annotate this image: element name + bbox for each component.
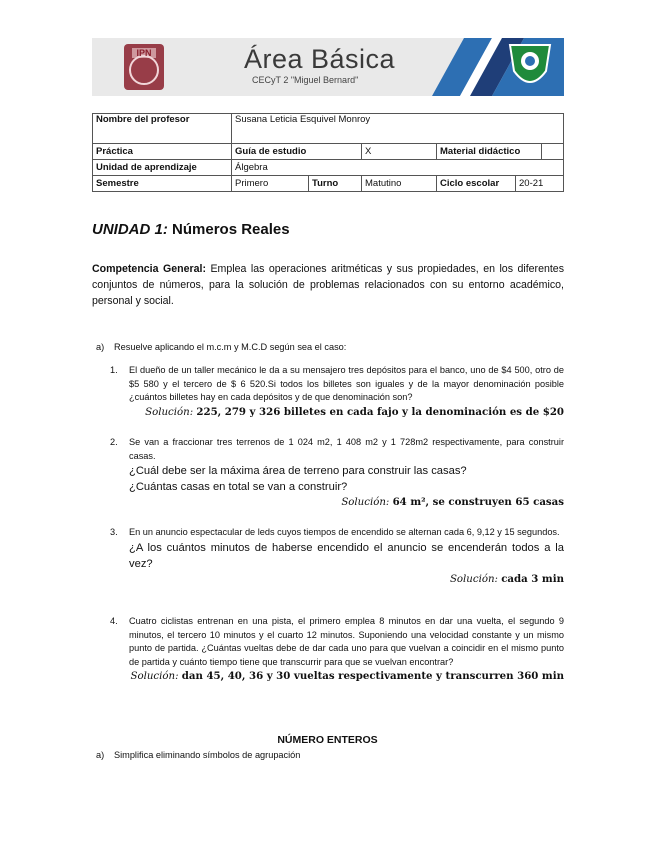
shift-label: Turno bbox=[309, 176, 362, 192]
section-a-text: Resuelve aplicando el m.c.m y M.C.D según sea el caso: bbox=[114, 342, 347, 352]
problem-2-question-1: ¿Cuál debe ser la máxima área de terreno para construir las casas? bbox=[129, 465, 467, 477]
problem-1-number: 1. bbox=[110, 365, 118, 375]
cycle-value: 20-21 bbox=[516, 176, 564, 192]
problem-3 bbox=[110, 526, 564, 586]
problem-3-question-1: ¿A los cuántos minutos de haberse encendido el anuncio se encenderán todos a la vez? bbox=[129, 541, 564, 570]
problem-2-question-2: ¿Cuántas casas en total se van a construir? bbox=[129, 481, 348, 493]
problem-1-solution-text: 225, 279 y 326 billetes en cada fajo y la denominación es de $20 bbox=[196, 405, 564, 418]
problem-2-number: 2. bbox=[110, 437, 118, 447]
banner-subtitle: CECyT 2 "Miguel Bernard" bbox=[252, 75, 359, 85]
competence-paragraph bbox=[92, 261, 564, 309]
shift-value: Matutino bbox=[362, 176, 437, 192]
semester-value: Primero bbox=[232, 176, 309, 192]
problem-2-solution-label: Solución: bbox=[341, 497, 390, 508]
unit-heading bbox=[92, 221, 290, 238]
study-guide-mark: X bbox=[362, 144, 437, 160]
semester-label: Semestre bbox=[93, 176, 232, 192]
problem-3-solution bbox=[129, 573, 564, 587]
teacher-label: Nombre del profesor bbox=[93, 114, 232, 144]
problem-3-number: 3. bbox=[110, 527, 118, 537]
section-2-text: Simplifica eliminando símbolos de agrupación bbox=[114, 750, 301, 760]
problem-1-text: El dueño de un taller mecánico le da a su mensajero tres depósitos para el banco, uno de $4 500, otro de $5 580 y el tercero de $ 6 520.Si todos los billetes son iguales y de la mayor denominación posible ¿cuántos billetes hay en cada depósitos y de que denominación son? bbox=[129, 365, 564, 402]
study-guide-label: Guía de estudio bbox=[232, 144, 362, 160]
problem-4-solution-label: Solución: bbox=[130, 671, 179, 682]
section-2-label: a) bbox=[96, 750, 105, 760]
cycle-label: Ciclo escolar bbox=[437, 176, 516, 192]
material-mark bbox=[541, 144, 563, 160]
problem-1-solution bbox=[129, 406, 564, 420]
teacher-value: Susana Leticia Esquivel Monroy bbox=[232, 114, 564, 144]
material-label: Material didáctico bbox=[437, 144, 542, 160]
problem-2-solution-text: 64 m², se construyen 65 casas bbox=[392, 496, 564, 508]
banner-title: Área Básica bbox=[244, 44, 396, 74]
problem-4-text: Cuatro ciclistas entrenan en una pista, el primero emplea 8 minutos en dar una vuelta, el segundo 9 minutos, el tercero 10 minutos y el cuarto 12 minutos. Suponiendo una velocidad constante y un mismo punto de partida. ¿Cuántas vueltas debe de dar cada uno para que vuelvan a coincidir en el mismo punto de partida y cuánto tiempo tiene que transcurrir para que se vuelvan encontrar? bbox=[129, 616, 564, 667]
problem-3-text: En un anuncio espectacular de leds cuyos tiempos de encendido se alternan cada 6, 9,12 y 15 segundos. bbox=[129, 527, 560, 537]
section-a-instruction bbox=[96, 342, 346, 352]
section-2-instruction bbox=[96, 750, 300, 760]
ipn-logo-text: IPN bbox=[136, 48, 152, 58]
problem-4-number: 4. bbox=[110, 616, 118, 626]
competence-text: Emplea las operaciones aritméticas y sus propiedades, en los diferentes conjuntos de números, para la solución de problemas relacionados con su entorno académico, personal y social. bbox=[92, 263, 564, 307]
problem-3-solution-text: cada 3 min bbox=[501, 572, 564, 585]
practice-label: Práctica bbox=[93, 144, 232, 160]
problem-3-solution-label: Solución: bbox=[449, 573, 498, 585]
problem-2-solution bbox=[129, 496, 564, 510]
cecyt-logo bbox=[506, 41, 554, 93]
problem-4-solution-text: dan 45, 40, 36 y 30 vueltas respectivamente y transcurren 360 min bbox=[181, 670, 564, 682]
problem-1 bbox=[110, 364, 564, 419]
competence-label: Competencia General: bbox=[92, 263, 206, 275]
problem-4-solution bbox=[129, 670, 564, 684]
section-2-title: NÚMERO ENTEROS bbox=[277, 734, 378, 746]
problem-1-solution-label: Solución: bbox=[145, 406, 194, 418]
unit-prefix: UNIDAD 1: bbox=[92, 221, 168, 238]
header-banner bbox=[92, 38, 564, 96]
unit-title: Números Reales bbox=[172, 221, 290, 238]
unit-label: Unidad de aprendizaje bbox=[93, 160, 232, 176]
unit-value: Álgebra bbox=[232, 160, 564, 176]
banner-stripes bbox=[92, 38, 564, 96]
info-table bbox=[92, 113, 564, 192]
problem-4 bbox=[110, 615, 564, 684]
section-a-label: a) bbox=[96, 342, 105, 352]
problem-2 bbox=[110, 436, 564, 510]
problem-2-text: Se van a fraccionar tres terrenos de 1 024 m2, 1 408 m2 y 1 728m2 respectivamente, para construir casas. bbox=[129, 437, 564, 461]
